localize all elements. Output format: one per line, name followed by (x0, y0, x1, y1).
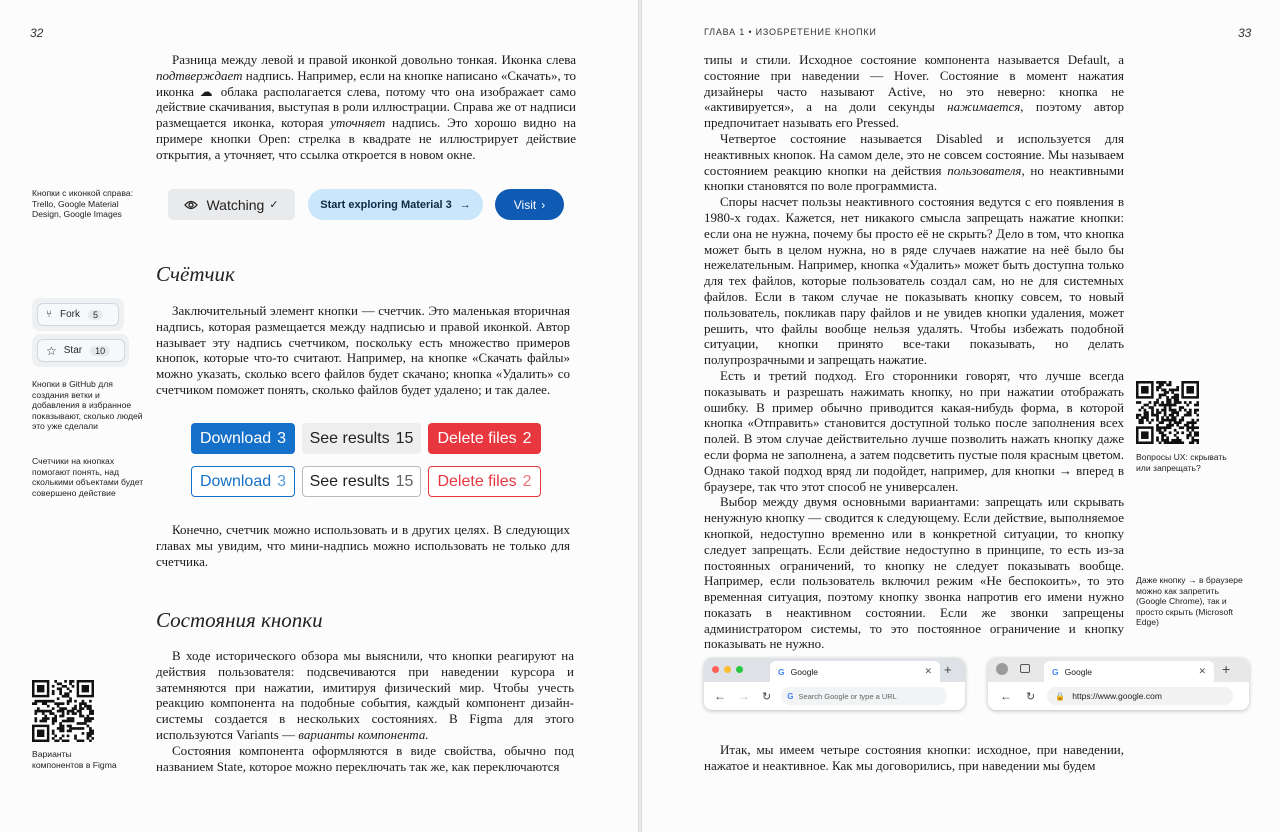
text-run: Итак, мы имеем четыре состояния кнопки: исходное, при наведении, нажатое и неактивное. Как мы договорились, при наведении мы будем (704, 742, 1124, 773)
paragraph (156, 522, 570, 569)
qr-code-figma[interactable] (32, 680, 94, 742)
watching-button[interactable] (168, 189, 295, 220)
edge-address-bar[interactable] (1047, 687, 1233, 705)
back-arrow-icon[interactable]: ← (714, 689, 726, 703)
start-exploring-button[interactable] (308, 189, 483, 220)
text-run: Четвертое состояние называется Disabled и используется для неактивных кнопок. На самом деле, это не совсем состояние. Мы называем состоянием реакцию кнопки на действия (704, 130, 1124, 178)
text-run: , но неактивными кнопки становятся по воле программиста. (704, 162, 1124, 194)
see-results-label: See results (309, 472, 390, 490)
download-filled-button[interactable] (191, 423, 295, 454)
download-count: 3 (277, 472, 287, 490)
edge-browser-mock (988, 658, 1249, 710)
profile-icon[interactable] (996, 663, 1008, 675)
page-number: 32 (30, 26, 44, 40)
visit-label: Visit (513, 197, 537, 212)
text-run: Выбор между двумя основными вариантами: запрещать или скрывать ненужную кнопку — сводится к следующему. Если действие, выполняемое кнопкой, недоступно временно или в конкретной ситуации, то кнопку следует запрещать. Если действие недоступно в принципе, то есть из-за постоянных ограничений, то кнопку не следует показывать вообще. Например, если пользователь включил режим «Не беспокоить», то это временная ситуация, поэтому кнопку звонка напротив его имени нужно показать в неактивном состоянии. Если же звонки запрещены администратором системы, то это постоянное ограничение и кнопку показывать не нужно. (704, 494, 1124, 652)
qr-code-ux[interactable] (1136, 381, 1199, 444)
delete-files-count: 2 (522, 472, 532, 490)
see-results-count: 15 (395, 472, 414, 490)
paragraph (156, 52, 576, 163)
left-page (0, 0, 638, 832)
download-label: Download (199, 429, 272, 447)
emphasis: уточняет (330, 115, 386, 131)
star-count: 10 (90, 346, 110, 356)
explore-label: Start exploring Material 3 (320, 198, 452, 211)
delete-files-filled-button[interactable] (428, 423, 541, 454)
see-results-outlined-button[interactable] (302, 466, 421, 497)
check-icon: ✓ (269, 199, 279, 211)
google-g-icon: G (787, 691, 794, 701)
right-page (642, 0, 1280, 832)
after-counter-text (156, 522, 570, 569)
intro-text (156, 52, 576, 163)
text-run: Состояния компонента оформляются в виде свойства, обычно под названием State, которое можно переключать так же, как переключаются (156, 742, 574, 774)
paragraph (156, 648, 574, 743)
main-text (704, 52, 1124, 652)
margin-note-github: Кнопки в GitHub для создания ветки и добавления в избранное показывают, сколько людей это уже сделали (32, 379, 143, 432)
tab-close-icon[interactable]: ✕ (924, 666, 932, 676)
arrow-right-icon: → (459, 198, 471, 211)
text-run: надпись. Это хорошо видно на примере кнопки Open: стрелка в квадрате не иллюстрирует действие открытия, а уточняет, что ссылка откроется в новом окне. (156, 115, 576, 162)
edge-toolbar (988, 682, 1249, 710)
text-run: Конечно, счетчик можно использовать и в других целях. В следующих главах мы увидим, что мини-надпись можно использовать не только для счетчика. (156, 522, 570, 569)
see-results-count: 15 (395, 429, 414, 447)
edge-tab[interactable] (1044, 661, 1214, 682)
emphasis: подтверждает (156, 67, 243, 83)
download-label: Download (199, 472, 272, 490)
margin-note-icons: Кнопки с иконкой справа: Trello, Google Material Design, Google Images (32, 188, 133, 220)
text-run: облака располагается слева, потому что она изображает само действие скачивания, выступая в роли иллюстрации. Справа же от надписи размещается иконка, которая (156, 83, 576, 131)
edge-tab-title: Google (1064, 666, 1093, 677)
text-run: В ходе исторического обзора мы выяснили, что кнопки реагируют на действия пользователя: подсвечиваются при наведении курсора и затемняются при нажатии, имитируя физический мир. Чтобы учесть реакцию компонента на подобные события, каждый компонент дизайн-системы создается в нескольких состояниях. В Figma для этого используются Variants — (156, 648, 574, 742)
edge-tab-strip (988, 658, 1249, 682)
chrome-tab-title: Google (790, 666, 819, 677)
delete-files-label: Delete files (437, 472, 517, 490)
chrome-tab[interactable] (770, 661, 940, 682)
fork-label: Fork (60, 309, 80, 320)
reload-icon[interactable]: ↻ (762, 690, 772, 703)
text-run: Споры насчет пользы неактивного состояния ведутся с его появления в 1980-х годах. Кажется, нет никакого смысла запрещать нажатие кнопки: если она не нужна, почему бы просто её не скрыть? Дело в том, что кнопка может быть в целом нужна, но в ряде случаев нажатие на неё было бы нежелательным. Например, кнопка «Удалить» может быть доступна только для тех файлов, которые пользователь создал сам, но не для системных файлов. Если в таком случае не показывать кнопку совсем, то новый пользователь, покликав пару файлов и не увидев кнопки удаления, может решить, что файлы вообще нельзя удалять. Чтобы избежать подобной ситуации, кнопки принято все-таки показывать, но делать полупрозрачными и запрещать нажатие. (704, 194, 1124, 368)
heading-states: Состояния кнопки (156, 608, 323, 632)
paragraph (704, 131, 1124, 194)
back-arrow-icon[interactable]: ← (1000, 689, 1012, 703)
forward-arrow-icon: → (738, 689, 750, 703)
chrome-browser-mock (704, 658, 965, 710)
chrome-toolbar (704, 682, 965, 710)
heading-counter: Счётчик (156, 262, 235, 286)
lock-icon: 🔒 (1055, 691, 1066, 701)
star-icon: ☆ (46, 343, 57, 358)
delete-files-count: 2 (522, 429, 532, 447)
download-count: 3 (277, 429, 287, 447)
book-spine (638, 0, 642, 832)
minimize-dot[interactable] (724, 666, 731, 673)
watching-label: Watching (206, 196, 265, 213)
google-g-icon: G (778, 666, 785, 677)
paragraph (704, 194, 1124, 368)
emphasis: варианты компонента. (298, 726, 429, 742)
paragraph (156, 743, 574, 775)
margin-note-counters: Счетчики на кнопках помогают понять, над сколькими объектами будет совершено действие (32, 456, 144, 498)
fork-count: 5 (88, 310, 103, 320)
address-url: https://www.google.com (1072, 691, 1162, 701)
text-run: надпись. Например, если на кнопке написано «Скачать», то иконка (156, 67, 576, 99)
github-fork-button[interactable] (37, 303, 119, 326)
counter-text (156, 303, 570, 398)
delete-files-outlined-button[interactable] (428, 466, 541, 497)
margin-note-forward: Даже кнопку → в браузере можно как запретить (Google Chrome), так и просто скрыть (Microsoft Edge) (1136, 575, 1243, 628)
see-results-label: See results (309, 429, 390, 447)
margin-note-ux: Вопросы UX: скрывать или запрещать? (1136, 452, 1227, 473)
maximize-dot[interactable] (736, 666, 743, 673)
page-number: 33 (1238, 26, 1252, 40)
close-dot[interactable] (712, 666, 719, 673)
cloud-download-icon: ☁ (199, 83, 216, 99)
states-text (156, 648, 574, 774)
paragraph (704, 368, 1124, 494)
paragraph (704, 52, 1124, 131)
emphasis: пользователя (947, 162, 1022, 178)
text-run: Заключительный элемент кнопки — счетчик. Это маленькая вторичная надпись, которая размещается между надписью и правой иконкой. Автор называет эту надпись счетчиком, поскольку есть множество примеров кнопок, которые что-то считают. Например, на кнопке «Скачать файлы» можно указать, сколько всего файлов будет скачано; кнопка «Удалить» со счетчиком поможет понять, сколько файлов будет удалено; и так далее. (156, 303, 570, 397)
eye-icon (184, 200, 198, 210)
text-run: Есть и третий подход. Его сторонники говорят, что лучше всегда показывать и разрешать нажимать кнопку, но при нажатии отображать ошибку. В пример обычно приводится какая-нибудь форма, в которой кнопка «Отправить» становится доступной только после заполнения всех полей. В этом случае действительно лучше позволить нажать кнопку даже если форма не заполнена, а затем подсветить пустые поля красным цветом. Однако такой подход вряд ли подойдет, например, для кнопки → вперед в браузере, так что этот способ не универсален. (704, 367, 1124, 494)
download-outlined-button[interactable] (191, 466, 295, 497)
text-run: типы и стили. Исходное состояние компонента называется Default, а состояние при наведении — Hover. Состояние в момент нажатия дизайнеры часто называют Active, но это неверно: кнопка не «активируется», а на доли секунды (704, 52, 1124, 115)
reload-icon[interactable]: ↻ (1026, 690, 1036, 703)
chevron-right-icon: › (541, 197, 546, 212)
chrome-omnibox[interactable] (781, 687, 947, 705)
chrome-tab-strip (704, 658, 965, 682)
tab-actions-icon[interactable] (1020, 664, 1030, 673)
github-star-button[interactable] (37, 339, 125, 362)
running-head: ГЛАВА 1 • ИЗОБРЕТЕНИЕ КНОПКИ (704, 27, 877, 37)
text-run: Разница между левой и правой иконкой довольно тонкая. Иконка слева (172, 52, 576, 67)
fork-icon: ⑂ (46, 309, 52, 320)
margin-note-figma: Варианты компонентов в Figma (32, 749, 117, 770)
star-label: Star (63, 345, 83, 356)
bottom-text (704, 742, 1124, 774)
new-tab-icon[interactable]: + (944, 662, 952, 677)
visit-button[interactable] (495, 189, 564, 220)
paragraph (156, 303, 570, 398)
omnibox-placeholder: Search Google or type a URL (798, 691, 897, 701)
see-results-filled-button[interactable] (302, 423, 421, 454)
paragraph (704, 742, 1124, 774)
paragraph (704, 494, 1124, 652)
tab-close-icon[interactable]: ✕ (1198, 666, 1206, 676)
emphasis: нажимается (947, 99, 1021, 115)
new-tab-icon[interactable]: + (1222, 661, 1231, 677)
text-run: , поэтому автор предпочитает называть его Pressed. (704, 99, 1125, 131)
delete-files-label: Delete files (437, 429, 517, 447)
google-g-icon: G (1052, 666, 1059, 677)
